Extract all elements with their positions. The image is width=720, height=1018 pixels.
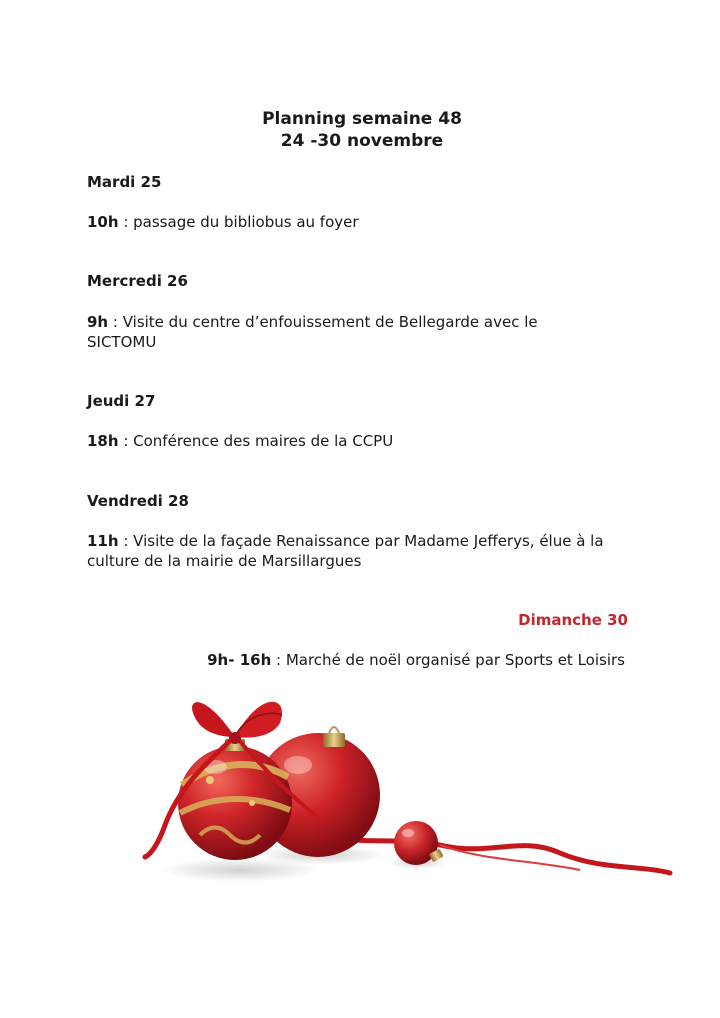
day-heading-vendredi: Vendredi 28: [87, 492, 189, 510]
event-time: 18h: [87, 432, 119, 450]
event-dimanche: [207, 650, 625, 670]
event-text: : Visite du centre d’enfouissement de Bellegarde avec le SICTOMU: [87, 313, 538, 351]
day-heading-jeudi: Jeudi 27: [87, 392, 156, 410]
event-time: 10h: [87, 213, 119, 231]
day-heading-mardi: Mardi 25: [87, 173, 162, 191]
event-text: : Marché de noël organisé par Sports et Loisirs: [271, 651, 625, 669]
title-line-2: 24 -30 novembre: [280, 131, 444, 151]
event-mardi: [87, 212, 647, 232]
event-jeudi: [87, 431, 647, 451]
event-mercredi: [87, 312, 597, 352]
day-heading-dimanche: Dimanche 30: [518, 611, 628, 629]
title-line-1: Planning semaine 48: [262, 109, 462, 129]
event-text: : Visite de la façade Renaissance par Madame Jefferys, élue à la culture de la mairie de Marsillargues: [87, 532, 604, 570]
event-time: 9h: [87, 313, 109, 331]
christmas-baubles-illustration: [140, 685, 675, 910]
page-title: [0, 108, 720, 152]
event-vendredi: [87, 531, 632, 571]
day-heading-mercredi: Mercredi 26: [87, 272, 188, 290]
event-text: : Conférence des maires de la CCPU: [118, 432, 394, 450]
event-text: : passage du bibliobus au foyer: [118, 213, 359, 231]
event-time: 9h- 16h: [207, 651, 272, 669]
event-time: 11h: [87, 532, 119, 550]
